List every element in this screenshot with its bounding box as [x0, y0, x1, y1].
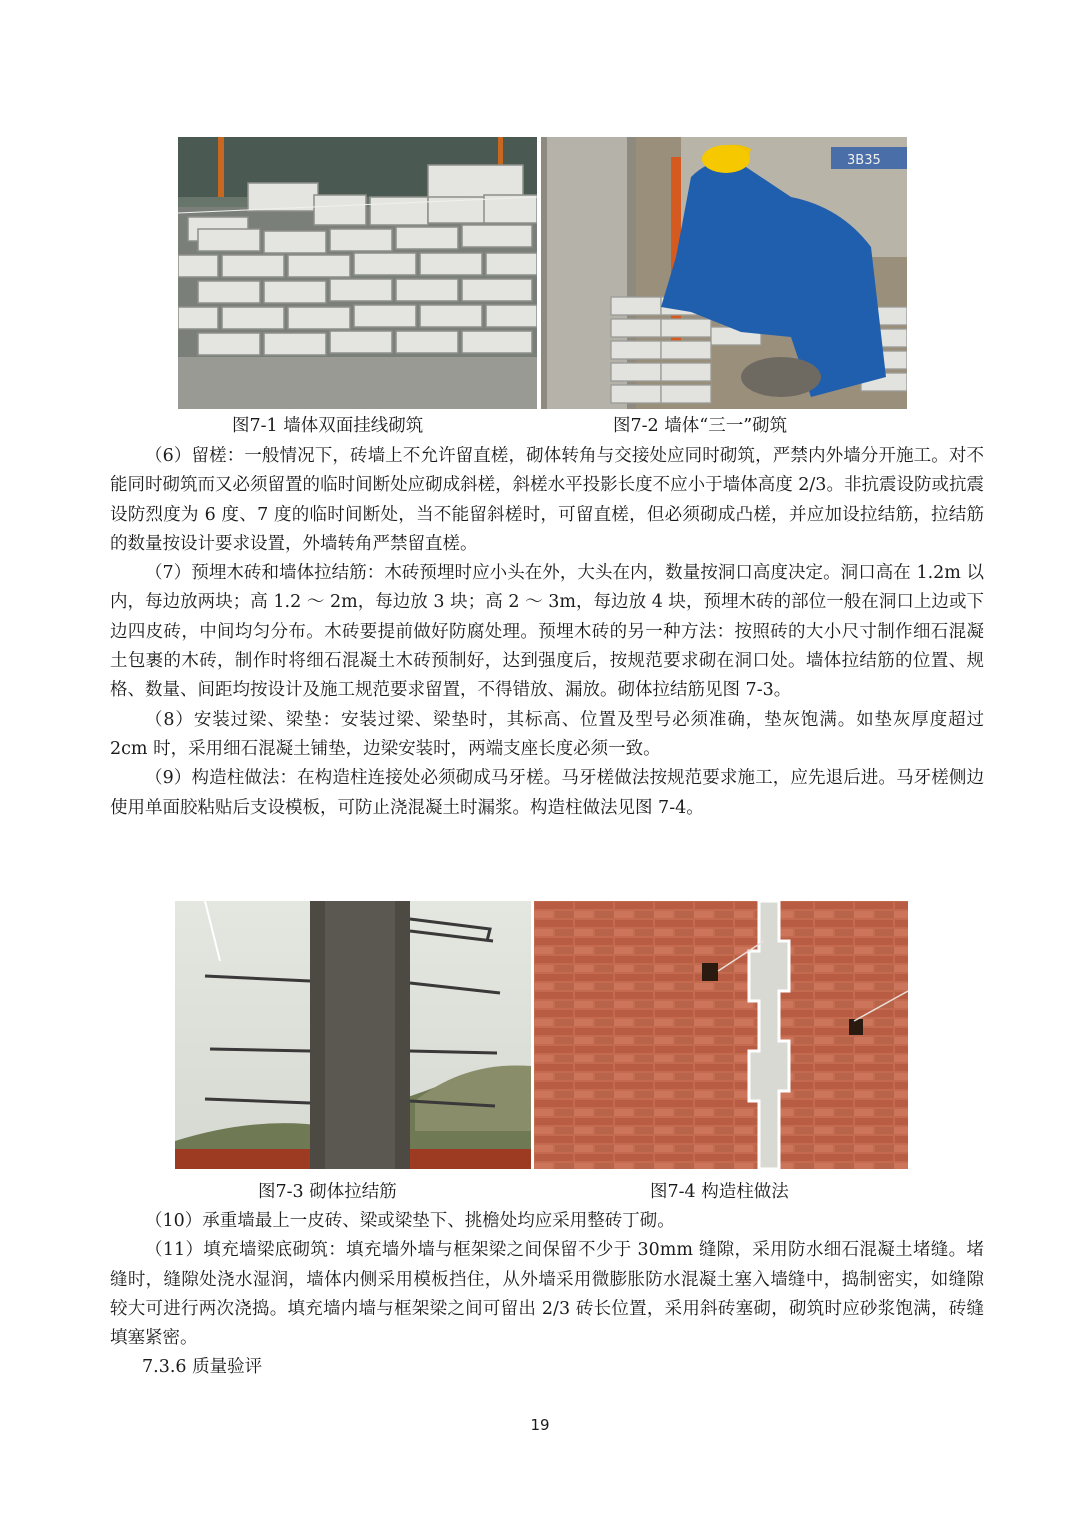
figure-7-3-photo	[175, 901, 531, 1169]
figure-7-1-photo	[178, 137, 537, 409]
paragraph-9: （9）构造柱做法：在构造柱连接处必须砌成马牙槎。马牙槎做法按规范要求施工，应先退后进。马牙槎侧边使用单面胶粘贴后支设模板，可防止浇混凝土时漏浆。构造柱做法见图 7-4。	[110, 768, 984, 818]
section-heading: 7.3.6 质量验评	[142, 1357, 263, 1378]
figure-7-1-caption: 图7-1 墙体双面挂线砌筑	[232, 416, 424, 436]
figure-7-2-sign-text: 3B35	[847, 153, 881, 168]
figure-7-4-photo	[534, 901, 908, 1169]
body-text-block-b	[110, 1207, 984, 1383]
page-number: 19	[530, 1416, 550, 1434]
figure-7-2-caption: 图7-2 墙体“三一”砌筑	[613, 416, 788, 436]
paragraph-10: （10）承重墙最上一皮砖、梁或梁垫下、挑檐处均应采用整砖丁砌。	[145, 1211, 675, 1231]
body-text-block-a	[110, 442, 984, 823]
figure-7-4-caption: 图7-4 构造柱做法	[650, 1182, 789, 1202]
paragraph-6: （6）留槎：一般情况下，砖墙上不允许留直槎，砌体转角与交接处应同时砌筑，严禁内外墙分开施工。对不能同时砌筑而又必须留置的临时间断处应砌成斜槎，斜槎水平投影长度不应小于墙体高度 2/3。非抗震设防或抗震设防烈度为 6 度、7 度的临时间断处，当不能留斜槎时，可留直槎，但必须砌成凸槎，并应加设拉结筋，拉结筋的数量按设计要求设置，外墙转角严禁留直槎。	[110, 446, 984, 554]
paragraph-8: （8）安装过梁、梁垫：安装过梁、梁垫时，其标高、位置及型号必须准确，垫灰饱满。如垫灰厚度超过 2cm 时，采用细石混凝土铺垫，边梁安装时，两端支座长度必须一致。	[110, 709, 984, 759]
figure-7-2-photo	[541, 137, 907, 409]
paragraph-7: （7）预埋木砖和墙体拉结筋：木砖预埋时应小头在外，大头在内，数量按洞口高度决定。洞口高在 1.2m 以内，每边放两块；高 1.2 ～ 2m，每边放 3 块；高 2 ～ 3m，每边放 4 块，预埋木砖的部位一般在洞口上边或下边四皮砖，中间均匀分布。木砖要提前做好防腐处理。预埋木砖的另一种方法：按照砖的大小尺寸制作细石混凝土包裹的木砖，制作时将细石混凝土木砖预制好，达到强度后，按规范要求砌在洞口处。墙体拉结筋的位置、规格、数量、间距均按设计及施工规范要求留置，不得错放、漏放。砌体拉结筋见图 7-3。	[110, 563, 984, 701]
figure-7-3-caption: 图7-3 砌体拉结筋	[258, 1182, 397, 1202]
paragraph-11: （11）填充墙梁底砌筑：填充墙外墙与框架梁之间保留不少于 30mm 缝隙，采用防水细石混凝土堵缝。堵缝时，缝隙处浇水湿润，墙体内侧采用模板挡住，从外墙采用微膨胀防水混凝土塞入墙缝中，捣制密实，如缝隙较大可进行两次浇捣。填充墙内墙与框架梁之间可留出 2/3 砖长位置，采用斜砖塞砌，砌筑时应砂浆饱满，砖缝填塞紧密。	[110, 1240, 984, 1349]
